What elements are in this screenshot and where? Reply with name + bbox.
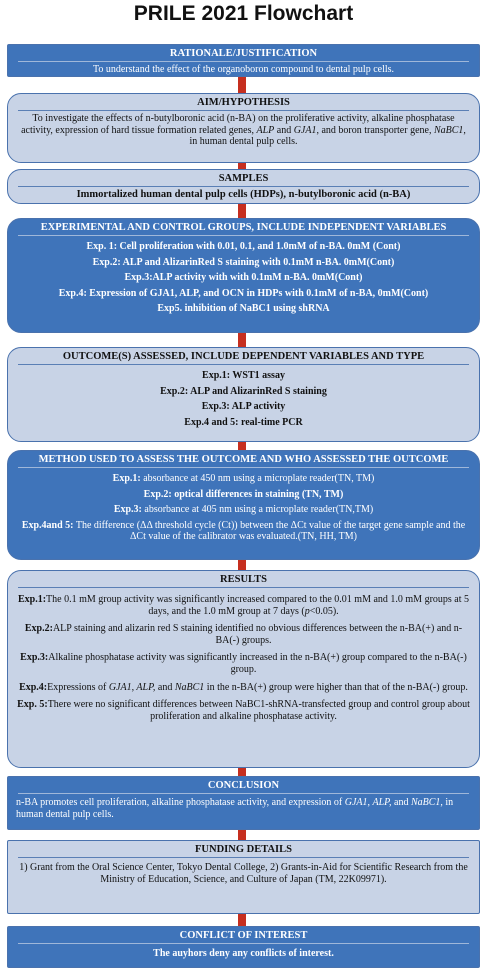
outcome-item: Exp.3: ALP activity	[201, 401, 286, 413]
group-item: Exp.3:ALP activity with with 0.1mM n-BA. 0mM(Cont)	[124, 272, 363, 284]
outcome-item: Exp.4 and 5: real-time PCR	[184, 416, 303, 428]
group-item: Exp. 1: Cell proliferation with 0.01, 0.1, and 1.0mM of n-BA. 0mM (Cont)	[86, 241, 401, 252]
arrow-connector	[238, 830, 246, 840]
group-item: Exp.4: Expression of GJA1, ALP, and OCN in HDPs with 0.1mM of n-BA, 0mM(Cont)	[58, 287, 429, 299]
method-item: Exp.4and 5: The difference (ΔΔ threshold cycle (Ct)) between the ΔCt value of the target gene sample and the ΔCt value of the calibrator was evaluated.(TN, HH, TM)	[21, 519, 466, 543]
outcomes-list	[8, 365, 479, 428]
result-item: Exp.2:ALP staining and alizarin red S staining identified no obvious differences between the n-BA(+) and n-BA(-) groups.	[24, 623, 463, 646]
arrow-connector	[238, 560, 246, 570]
funding-text: 1) Grant from the Oral Science Center, Tokyo Dental College, 2) Grants-in-Aid for Scientific Research from the Ministry of Education, Science, and Culture of Japan (TM, 22K09971).	[19, 862, 468, 885]
method-header: METHOD USED TO ASSESS THE OUTCOME AND WHO ASSESSED THE OUTCOME	[18, 451, 469, 468]
samples-box	[7, 169, 480, 204]
arrow-connector	[238, 333, 246, 347]
outcomes-box	[7, 347, 480, 442]
arrow-connector	[238, 204, 246, 218]
conflict-text: The auyhors deny any conflicts of interest.	[153, 948, 334, 959]
method-item: Exp.3: absorbance at 405 nm using a microplate reader(TN,TM)	[113, 504, 374, 516]
results-box	[7, 570, 480, 768]
arrow-connector	[238, 914, 246, 926]
funding-box	[7, 840, 480, 914]
rationale-box	[7, 44, 480, 77]
samples-header: SAMPLES	[18, 170, 469, 187]
conclusion-box	[7, 776, 480, 830]
aim-header: AIM/HYPOTHESIS	[18, 94, 469, 111]
result-item: Exp.3:Alkaline phosphatase activity was significantly increased in the n-BA(+) group compared to the n-BA(-) group.	[20, 652, 467, 675]
method-item: Exp.1: absorbance at 450 nm using a microplate reader(TN, TM)	[112, 473, 375, 484]
result-item: Exp.1:The 0.1 mM group activity was significantly increased compared to the 0.01 mM and 1.0 mM groups at 5 days, and the 1.0 mM group at 7 days (p<0.05).	[17, 594, 470, 617]
rationale-text: To understand the effect of the organoboron compound to dental pulp cells.	[92, 64, 395, 75]
aim-text: To investigate the effects of n-butylboronic acid (n-BA) on the proliferative activity, alkaline phosphatase activity, expression of hard tissue formation related genes, ALP and GJA1, and boron transporter gene, NaBC1, in human dental pulp cells.	[21, 113, 466, 148]
conclusion-header: CONCLUSION	[18, 777, 469, 794]
conflict-header: CONFLICT OF INTEREST	[18, 927, 469, 944]
arrow-connector	[238, 442, 246, 450]
method-item: Exp.2: optical differences in staining (TN, TM)	[143, 488, 344, 500]
outcomes-header: OUTCOME(S) ASSESSED, INCLUDE DEPENDENT VARIABLES AND TYPE	[18, 348, 469, 365]
rationale-header: RATIONALE/JUSTIFICATION	[18, 45, 469, 62]
result-item: Exp. 5:There were no significant differences between NaBC1-shRNA-transfected group and control group about proliferation and alkaline phosphatase activity.	[17, 699, 470, 722]
results-header: RESULTS	[18, 571, 469, 588]
conclusion-text: n-BA promotes cell proliferation, alkaline phosphatase activity, and expression of GJA1, ALP, and NaBC1, in human dental pulp cells.	[16, 797, 454, 820]
groups-list	[8, 236, 479, 315]
flowchart-title: PRILE 2021 Flowchart	[133, 2, 354, 25]
result-item: Exp.4:Expressions of GJA1, ALP, and NaBC1 in the n-BA(+) group were higher than that of the n-BA(-) group.	[19, 681, 468, 693]
groups-box	[7, 218, 480, 333]
samples-text: Immortalized human dental pulp cells (HDPs), n-butylboronic acid (n-BA)	[76, 189, 411, 200]
funding-header: FUNDING DETAILS	[18, 841, 469, 858]
conflict-box	[7, 926, 480, 968]
outcome-item: Exp.1: WST1 assay	[202, 370, 285, 381]
group-item: Exp5. inhibition of NaBC1 using shRNA	[157, 303, 330, 315]
aim-box	[7, 93, 480, 163]
method-list	[8, 468, 479, 543]
group-item: Exp.2: ALP and AlizarinRed S staining with 0.1mM n-BA. 0mM(Cont)	[92, 256, 395, 268]
groups-header: EXPERIMENTAL AND CONTROL GROUPS, INCLUDE INDEPENDENT VARIABLES	[18, 219, 469, 236]
method-box	[7, 450, 480, 560]
outcome-item: Exp.2: ALP and AlizarinRed S staining	[160, 385, 327, 397]
results-list	[8, 588, 479, 722]
arrow-connector	[238, 768, 246, 776]
arrow-connector	[238, 77, 246, 93]
